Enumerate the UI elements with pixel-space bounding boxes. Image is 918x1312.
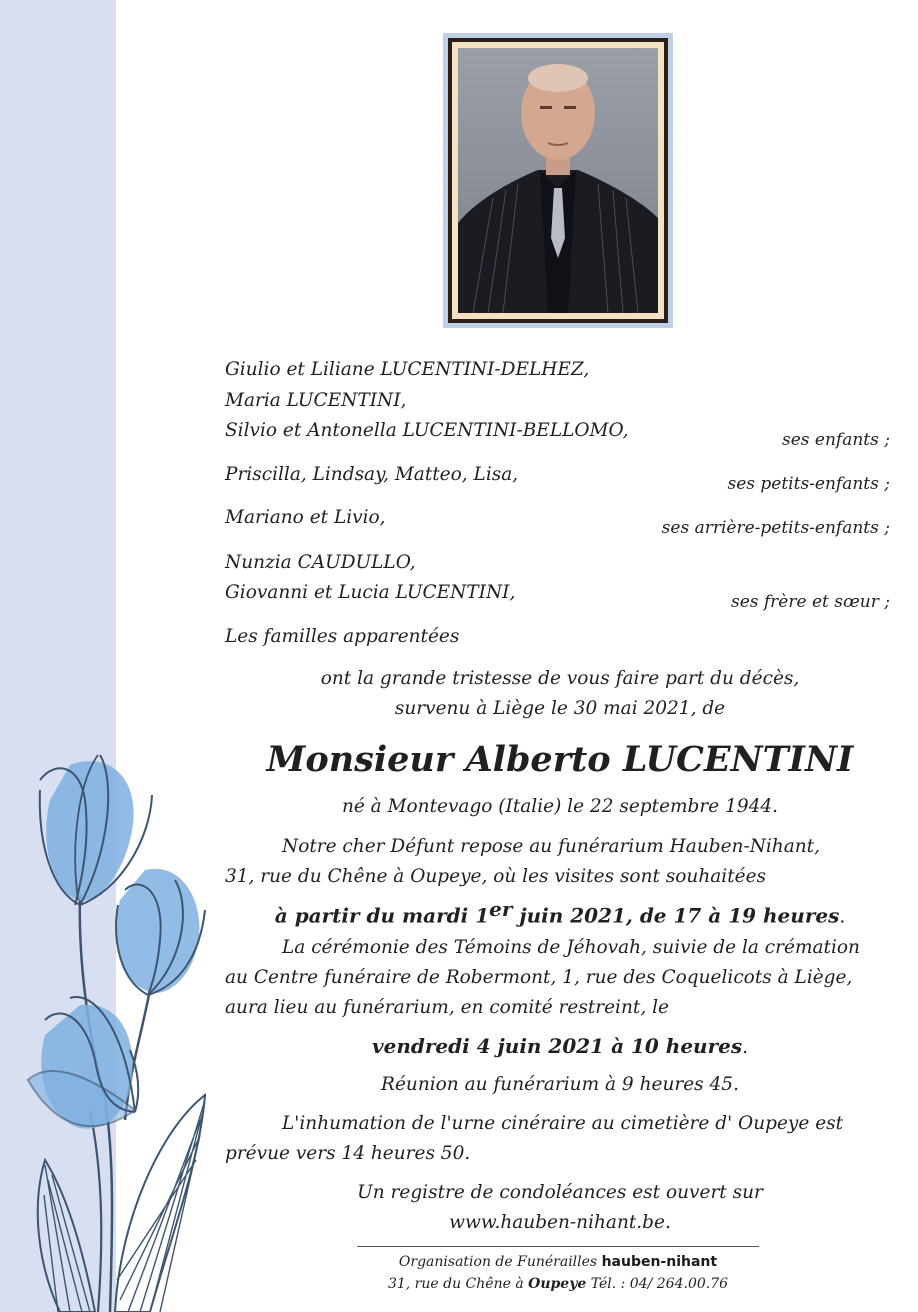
burial-line-1: L'inhumation de l'urne cinéraire au cimetière d' Oupeye est xyxy=(282,1113,844,1134)
footer-brand-logo: hauben-nihant xyxy=(601,1254,718,1270)
relation-great-grandchildren: ses arrière-petits-enfants ; xyxy=(661,518,890,538)
announcement-line-1: ont la grande tristesse de vous faire part du décès, xyxy=(320,668,800,689)
ceremony-date-text: vendredi 4 juin 2021 à 10 heures xyxy=(372,1034,743,1058)
deceased-name: Monsieur Alberto LUCENTINI xyxy=(266,739,854,780)
ceremony-date xyxy=(225,1034,895,1059)
family-child-2: Maria LUCENTINI, xyxy=(225,390,407,411)
family-child-1: Giulio et Liliane LUCENTINI-DELHEZ, xyxy=(225,359,590,380)
visitation-when-sup: er xyxy=(489,897,513,921)
family-great-grandchildren: Mariano et Livio, xyxy=(225,507,386,528)
ceremony-line-1: La cérémonie des Témoins de Jéhovah, suivie de la crémation xyxy=(282,937,860,958)
portrait-frame xyxy=(443,33,673,328)
relation-children: ses enfants ; xyxy=(782,430,890,450)
tulip-flowers-icon xyxy=(0,740,230,1312)
announcement-line-2: survenu à Liège le 30 mai 2021, de xyxy=(394,698,726,719)
visitation-line-2: 31, rue du Chêne à Oupeye, où les visites sont souhaitées xyxy=(225,866,767,887)
relation-siblings: ses frère et sœur ; xyxy=(730,592,890,612)
visitation-when-a: à partir du mardi 1 xyxy=(274,903,490,928)
family-sibling-2: Giovanni et Lucia LUCENTINI, xyxy=(225,582,516,603)
footer-town: Oupeye xyxy=(528,1276,587,1292)
deceased-birth: né à Montevago (Italie) le 22 septembre 1944. xyxy=(341,796,779,817)
visitation-when-b: juin 2021, de 17 à 19 heures xyxy=(512,903,840,928)
footer-address-prefix: 31, rue du Chêne à xyxy=(387,1276,524,1292)
family-child-3: Silvio et Antonella LUCENTINI-BELLOMO, xyxy=(225,420,629,441)
burial-line-2: prévue vers 14 heures 50. xyxy=(225,1143,471,1164)
visitation-when xyxy=(225,897,895,928)
visitation-when-dot: . xyxy=(839,906,846,928)
footer-address xyxy=(357,1276,759,1292)
footer-organisation xyxy=(357,1254,759,1270)
ceremony-date-dot: . xyxy=(742,1037,748,1058)
relation-grandchildren: ses petits-enfants ; xyxy=(727,474,890,494)
footer-divider xyxy=(357,1246,759,1247)
visitation-line-1: Notre cher Défunt repose au funérarium Hauben-Nihant, xyxy=(282,836,820,857)
family-sibling-1: Nunzia CAUDULLO, xyxy=(225,552,416,573)
footer-phone: Tél. : 04/ 264.00.76 xyxy=(590,1276,729,1292)
ceremony-meeting: Réunion au funérarium à 9 heures 45. xyxy=(381,1074,739,1095)
footer-org-prefix: Organisation de Funérailles xyxy=(398,1254,598,1270)
register-url[interactable]: www.hauben-nihant.be. xyxy=(449,1212,671,1233)
portrait-mat xyxy=(448,38,668,323)
family-relatives: Les familles apparentées xyxy=(225,626,460,647)
ceremony-line-2: au Centre funéraire de Robermont, 1, rue des Coquelicots à Liège, xyxy=(225,967,853,988)
ceremony-line-3: aura lieu au funérarium, en comité restreint, le xyxy=(225,997,669,1018)
register-line-1: Un registre de condoléances est ouvert sur xyxy=(357,1182,763,1203)
family-grandchildren: Priscilla, Lindsay, Matteo, Lisa, xyxy=(225,464,519,485)
portrait-photo xyxy=(458,48,658,313)
